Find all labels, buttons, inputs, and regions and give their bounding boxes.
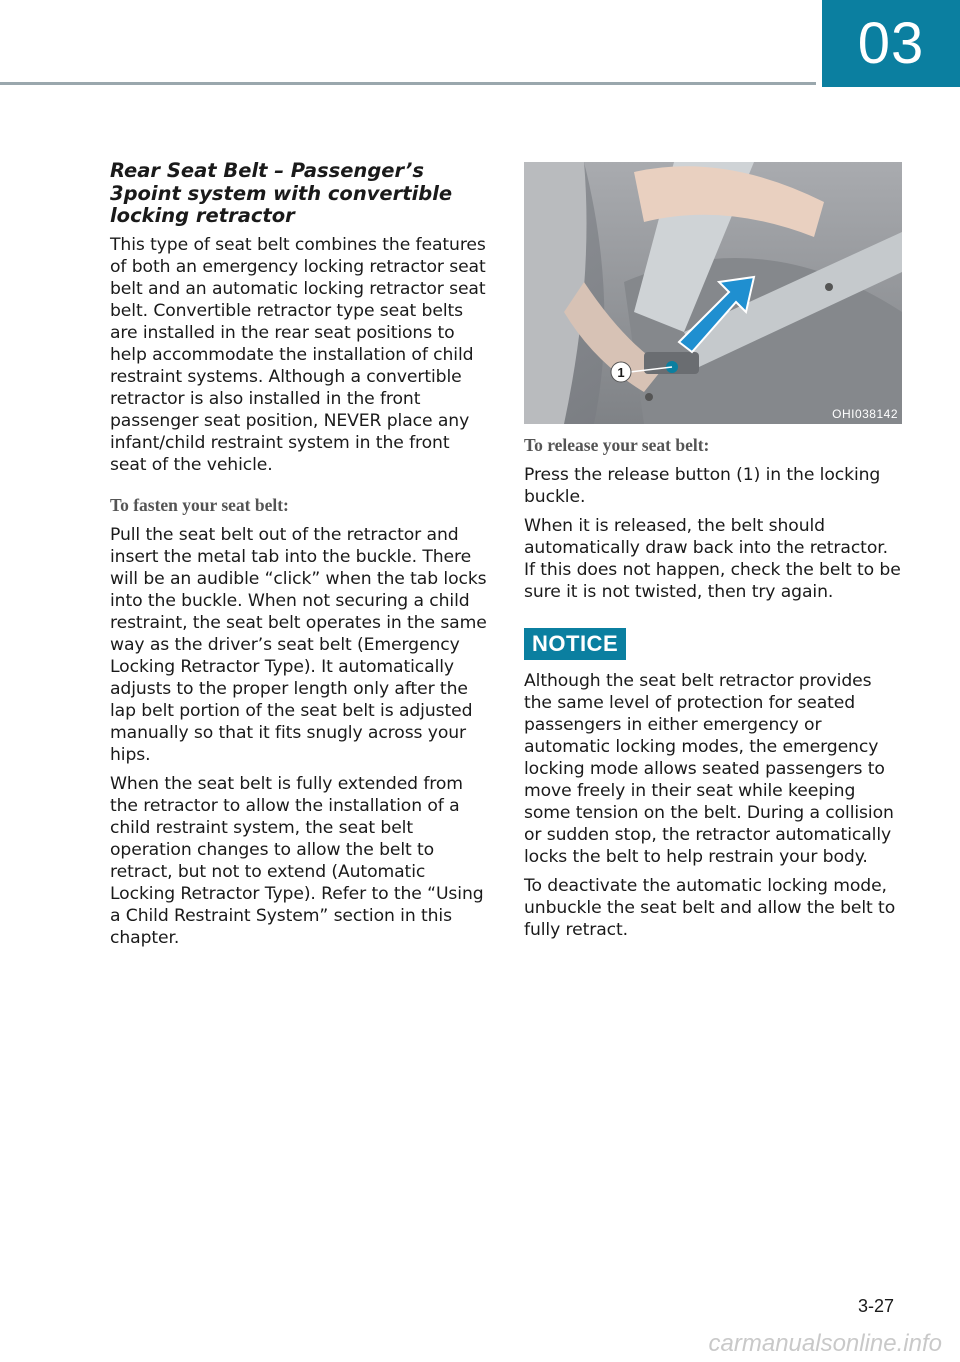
notice-paragraph-1: Although the seat belt retractor provides the same level of protection for seated passengers in either emergency or automatic locking modes, the emergency locking mode allows seated passengers to move freely in their seat while keeping some tension on the belt. During a collision or sudden stop, the retractor automatically locks the belt to help restrain your body.	[524, 671, 894, 867]
right-column	[524, 160, 902, 948]
section-heading: Rear Seat Belt – Passenger’s 3point system with convertible locking retractor	[110, 159, 453, 227]
chapter-tab	[822, 0, 960, 87]
watermark: carmanualsonline.info	[708, 1330, 942, 1357]
callout-number-1: 1	[617, 365, 625, 380]
fasten-paragraph-2: When the seat belt is fully extended from the retractor to allow the installation of a child restraint system, the seat belt operation changes to allow the belt to retract, but not to extend (Automatic Locking Retractor Type). Refer to the “Using a Child Restraint System” section in this chapter.	[110, 773, 484, 948]
seat-belt-photo-graphic	[524, 162, 902, 424]
left-column	[110, 160, 490, 956]
fasten-paragraph-1: Pull the seat belt out of the retractor and insert the metal tab into the buckle. There will be an audible “click” when the tab locks into the buckle. When not securing a child restraint, the seat belt operates in the same way as the driver’s seat belt (Emergency Locking Retractor Type). It automatically adjusts to the proper length only after the lap belt portion of the seat belt is adjusted manually so that it fits snugly across your hips.	[110, 524, 487, 765]
notice-paragraph-2: To deactivate the automatic locking mode, unbuckle the seat belt and allow the belt to fully retract.	[524, 876, 896, 940]
chapter-number: 03	[857, 11, 925, 76]
release-paragraph-2: When it is released, the belt should automatically draw back into the retractor. If this does not happen, check the belt to be sure it is not twisted, then try again.	[524, 516, 901, 602]
notice-badge: NOTICE	[524, 628, 626, 660]
release-heading: To release your seat belt:	[524, 435, 710, 455]
release-paragraph-1: Press the release button (1) in the locking buckle.	[524, 465, 881, 507]
page-number: 3-27	[857, 1296, 894, 1316]
fasten-heading: To fasten your seat belt:	[110, 494, 289, 515]
header-rule	[0, 82, 816, 85]
image-code: OHI038142	[832, 407, 898, 421]
seat-belt-release-illustration	[524, 162, 902, 424]
intro-paragraph: This type of seat belt combines the features of both an emergency locking retractor seat belt and an automatic locking retractor seat belt. Convertible retractor type seat belts are installed in the rear seat positions to help accommodate the installation of child restraint systems. Although a convertible retractor is also installed in the front passenger seat position, NEVER place any infant/child restraint system in the front seat of the vehicle.	[110, 234, 486, 475]
